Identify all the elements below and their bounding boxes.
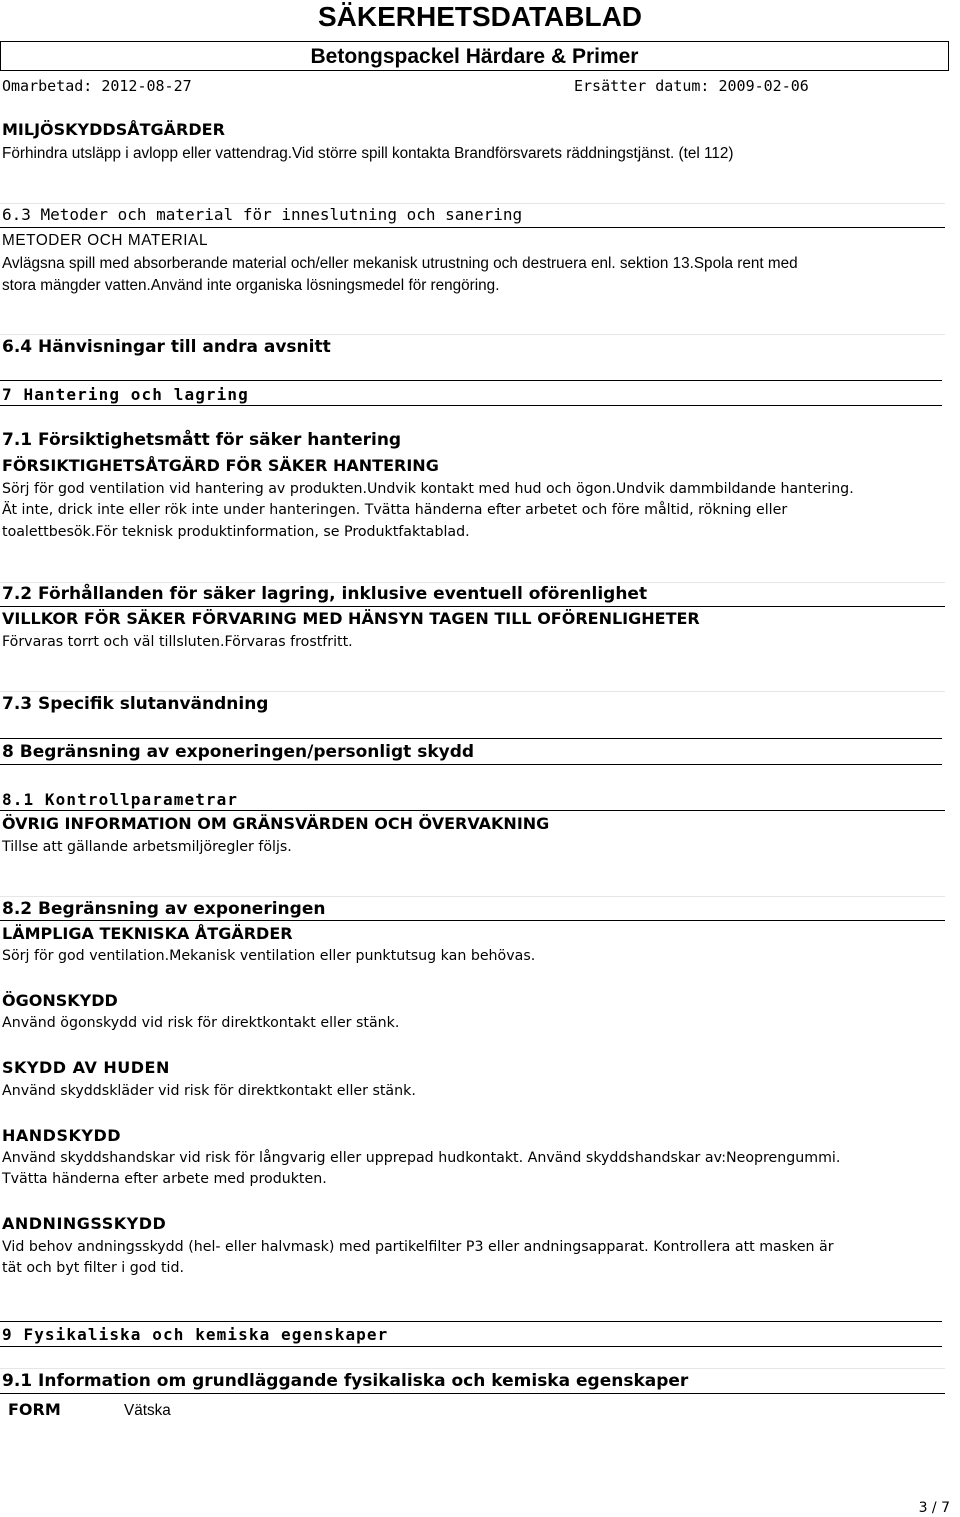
section-7-1-line1: Sörj för god ventilation vid hantering av produkten.Undvik kontakt med hud och ögon.Undvik dammbildande hantering.	[2, 481, 854, 497]
section-7-2-title: 7.2 Förhållanden för säker lagring, inklusive eventuell oförenlighet	[2, 584, 648, 604]
form-label: FORM	[8, 1400, 61, 1419]
section-6-3-subheading: METODER OCH MATERIAL	[2, 232, 209, 249]
hand-protection-heading: HANDSKYDD	[2, 1126, 122, 1145]
section-rule	[0, 810, 945, 811]
section-8-1-subheading: ÖVRIG INFORMATION OM GRÄNSVÄRDEN OCH ÖVERVAKNING	[2, 814, 550, 833]
section-7-title: 7 Hantering och lagring	[2, 385, 249, 404]
eye-protection-heading: ÖGONSKYDD	[2, 991, 118, 1010]
form-value: Vätska	[124, 1402, 171, 1419]
section-rule	[0, 738, 942, 739]
section-rule	[0, 764, 942, 765]
section-9-title: 9 Fysikaliska och kemiska egenskaper	[2, 1325, 389, 1344]
section-rule	[0, 334, 945, 335]
page-number: 3 / 7	[918, 1500, 950, 1516]
skin-protection-heading: SKYDD AV HUDEN	[2, 1058, 170, 1077]
section-7-1-line2: Ät inte, drick inte eller rök inte under hanteringen. Tvätta händerna efter arbetet och före måltid, rökning eller	[2, 502, 788, 518]
section-8-2-subheading: LÄMPLIGA TEKNISKA ÅTGÄRDER	[2, 924, 293, 943]
respiratory-protection-heading: ANDNINGSSKYDD	[2, 1214, 167, 1233]
section-6-3-line1: Avlägsna spill med absorberande material och/eller mekanisk utrustning och destruera enl. sektion 13.Spola rent med	[2, 255, 798, 272]
section-7-2-subheading: VILLKOR FÖR SÄKER FÖRVARING MED HÄNSYN TAGEN TILL OFÖRENLIGHETER	[2, 609, 700, 628]
document-title: SÄKERHETSDATABLAD	[317, 1, 643, 32]
section-rule	[0, 1321, 942, 1322]
section-rule	[0, 1368, 945, 1369]
hand-protection-line1: Använd skyddshandskar vid risk för långvarig eller upprepad hudkontakt. Använd skyddshandskar av:Neoprengummi.	[2, 1150, 841, 1166]
section-7-1-subheading: FÖRSIKTIGHETSÅTGÄRD FÖR SÄKER HANTERING	[2, 456, 439, 475]
section-9-1-title: 9.1 Information om grundläggande fysikaliska och kemiska egenskaper	[2, 1371, 689, 1391]
section-8-1-title: 8.1 Kontrollparametrar	[2, 790, 239, 809]
skin-protection-text: Använd skyddskläder vid risk för direktkontakt eller stänk.	[2, 1083, 416, 1099]
respiratory-protection-line1: Vid behov andningsskydd (hel- eller halvmask) med partikelfilter P3 eller andningsapparat. Kontrollera att masken är	[2, 1239, 834, 1255]
section-8-title: 8 Begränsning av exponeringen/personligt skydd	[2, 742, 475, 762]
section-7-1-line3: toalettbesök.För teknisk produktinformation, se Produktfaktablad.	[2, 524, 470, 540]
env-heading: MILJÖSKYDDSÅTGÄRDER	[2, 120, 225, 139]
respiratory-protection-line2: tät och byt filter i god tid.	[2, 1260, 184, 1276]
section-rule	[0, 920, 945, 921]
section-rule	[0, 227, 945, 228]
section-6-3-title: 6.3 Metoder och material för inneslutning och sanering	[2, 205, 523, 224]
replaces-date: Ersätter datum: 2009-02-06	[574, 77, 809, 95]
section-8-2-title: 8.2 Begränsning av exponeringen	[2, 899, 326, 919]
section-7-3-title: 7.3 Specifik slutanvändning	[2, 694, 269, 714]
section-rule	[0, 380, 942, 381]
product-name: Betongspackel Härdare & Primer	[310, 45, 639, 68]
section-rule	[0, 405, 942, 406]
section-8-2-text: Sörj för god ventilation.Mekanisk ventilation eller punktutsug kan behövas.	[2, 948, 536, 964]
section-rule	[0, 606, 945, 607]
section-8-1-text: Tillse att gällande arbetsmiljöregler följs.	[2, 839, 292, 855]
revised-date: Omarbetad: 2012-08-27	[2, 77, 192, 95]
hand-protection-line2: Tvätta händerna efter arbete med produkten.	[2, 1171, 327, 1187]
section-rule	[0, 1346, 942, 1347]
section-rule	[0, 1393, 945, 1394]
section-7-1-title: 7.1 Försiktighetsmått för säker hantering	[2, 430, 402, 450]
section-6-4-title: 6.4 Hänvisningar till andra avsnitt	[2, 337, 331, 357]
section-rule	[0, 691, 945, 692]
section-rule	[0, 896, 945, 897]
section-6-3-line2: stora mängder vatten.Använd inte organiska lösningsmedel för rengöring.	[2, 277, 500, 294]
section-7-2-text: Förvaras torrt och väl tillsluten.Förvaras frostfritt.	[2, 634, 353, 650]
env-text: Förhindra utsläpp i avlopp eller vattendrag.Vid större spill kontakta Brandförsvarets räddningstjänst. (tel 112)	[2, 145, 734, 162]
eye-protection-text: Använd ögonskydd vid risk för direktkontakt eller stänk.	[2, 1015, 400, 1031]
